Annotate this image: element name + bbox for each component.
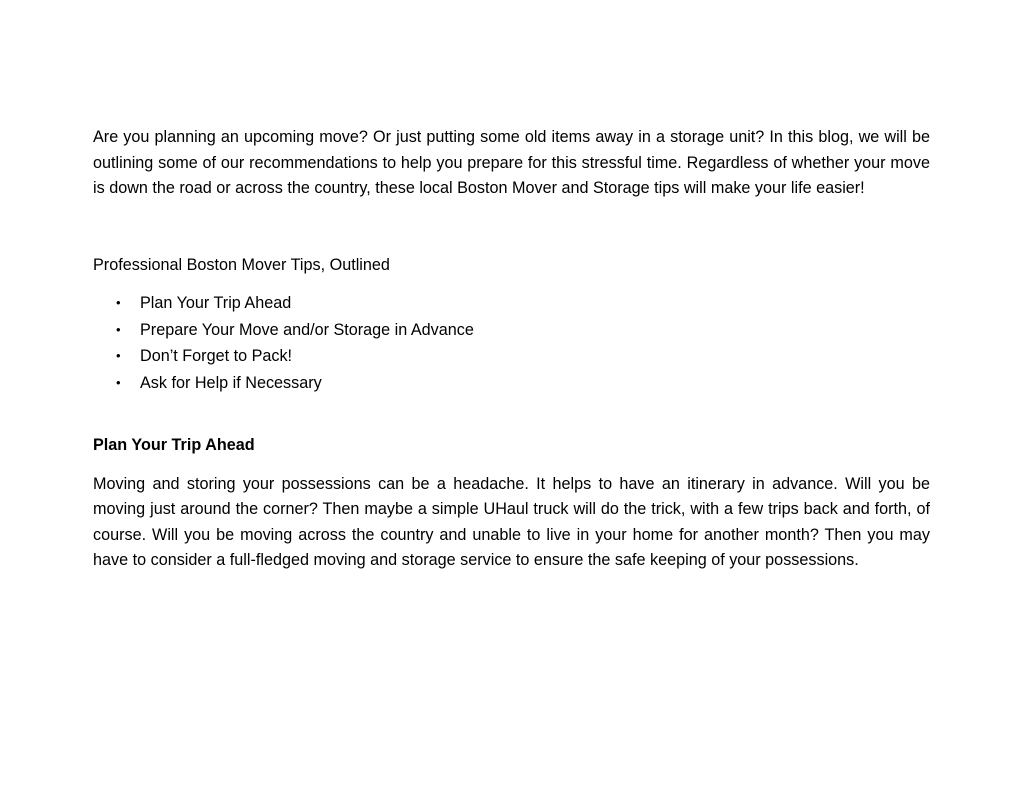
list-item (93, 343, 930, 370)
bullet-icon: • (116, 295, 121, 310)
intro-paragraph: Are you planning an upcoming move? Or just putting some old items away in a storage unit? In this blog, we will be outlining some of our recommendations to help you prepare for this stressful time. Regardless of whether your move is down the road or across the country, these local Boston Mover and Storage tips will make your life easier! (93, 128, 930, 197)
bullet-icon: • (116, 374, 121, 390)
section-body: Moving and storing your possessions can be a headache. It helps to have an itinerary in advance. Will you be moving just around the corner? Then maybe a simple UHaul truck will do the trick, with a few trips back and forth, of course. Will you be moving across the country and unable to live in your home for another month? Then you may have to consider a full-fledged moving and storage service to ensure the safe keeping of your possessions. (93, 474, 930, 569)
tips-list (93, 290, 930, 396)
section-heading: Plan Your Trip Ahead (93, 436, 255, 454)
list-item-label: Don’t Forget to Pack! (140, 347, 293, 365)
list-item (93, 370, 930, 397)
list-item (93, 290, 930, 317)
document-page (93, 125, 930, 574)
list-item (93, 317, 930, 344)
list-item-label: Ask for Help if Necessary (140, 373, 322, 392)
tips-title: Professional Boston Mover Tips, Outlined (93, 255, 390, 274)
bullet-icon: • (116, 321, 121, 337)
list-item-label: Plan Your Trip Ahead (140, 294, 292, 312)
bullet-icon: • (116, 348, 121, 363)
list-item-label: Prepare Your Move and/or Storage in Advance (140, 320, 474, 339)
